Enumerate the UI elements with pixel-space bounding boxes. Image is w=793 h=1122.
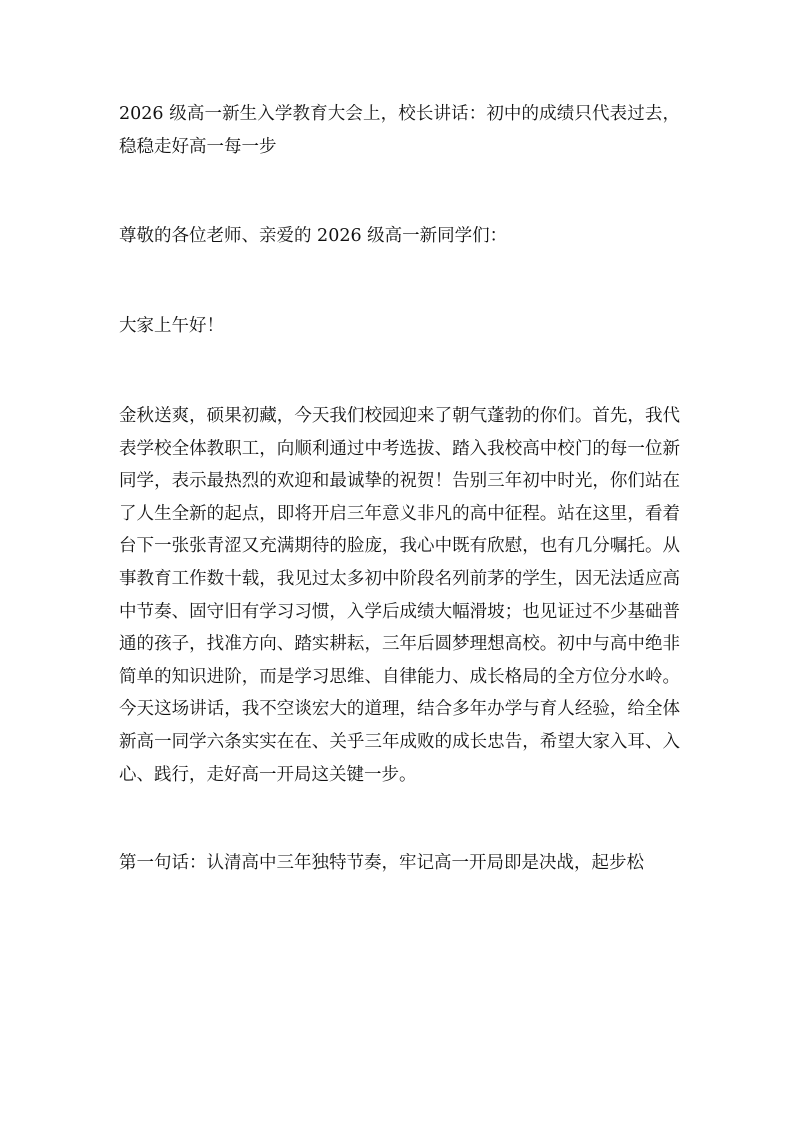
document-body [119, 98, 680, 880]
spacer [119, 253, 680, 310]
salutation: 尊敬的各位老师、亲爱的 2026 级高一新同学们： [119, 226, 508, 246]
spacer [119, 791, 680, 847]
greeting: 大家上午好！ [119, 316, 224, 336]
document-title: 2026 级高一新生入学教育大会上，校长讲话：初中的成绩只代表过去，稳稳走好高一每一步 [119, 104, 680, 157]
paragraph-first-point: 第一句话：认清高中三年独特节奏，牢记高一开局即是决战，起步松 [119, 853, 644, 874]
spacer [119, 343, 680, 400]
spacer [119, 164, 680, 220]
paragraph-opening: 金秋送爽，硕果初藏，今天我们校园迎来了朝气蓬勃的你们。首先，我代表学校全体教职工，向顺利通过中考选拔、踏入我校高中校门的每一位新同学，表示最热烈的欢迎和最诚挚的祝贺！告别三年初中时光，你们站在了人生全新的起点，即将开启三年意义非凡的高中征程。站在这里，看着台下一张张青涩又充满期待的脸庞，我心中既有欣慰，也有几分嘱托。从事教育工作数十载，我见过太多初中阶段名列前茅的学生，因无法适应高中节奏、固守旧有学习习惯，入学后成绩大幅滑坡；也见证过不少基础普通的孩子，找准方向、踏实耕耘，三年后圆梦理想高校。初中与高中绝非简单的知识进阶，而是学习思维、自律能力、成长格局的全方位分水岭。今天这场讲话，我不空谈宏大的道理，结合多年办学与育人经验，给全体新高一同学六条实实在在、关乎三年成败的成长忠告，希望大家入耳、入心、践行，走好高一开局这关键一步。 [119, 406, 680, 785]
